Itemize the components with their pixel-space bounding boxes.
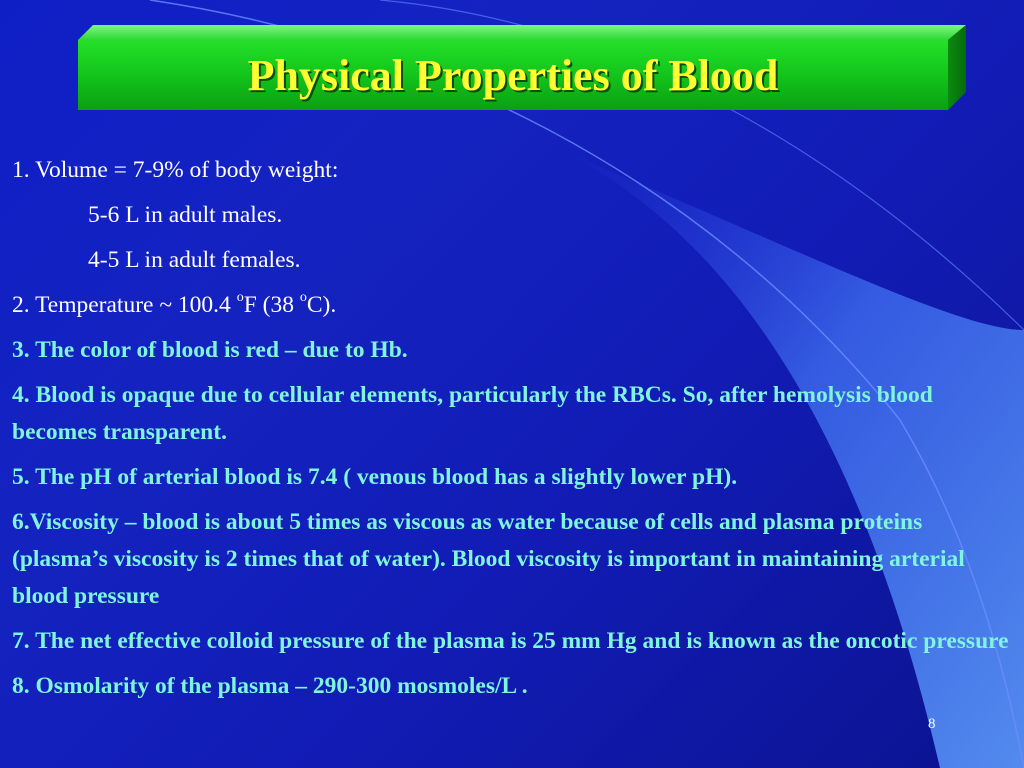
degree-symbol-f: o (236, 290, 244, 305)
temperature-text-a: 2. Temperature ~ 100.4 (12, 292, 237, 318)
list-item-volume: 1. Volume = 7-9% of body weight: (12, 157, 339, 183)
list-item-temperature (12, 287, 1012, 324)
list-item-volume-males: 5-6 L in adult males. (88, 202, 283, 228)
slide-body (12, 152, 1012, 705)
list-item-opacity: 4. Blood is opaque due to cellular elements, particularly the RBCs. So, after hemolysis blood becomes transparent. (12, 382, 933, 445)
temperature-text-c: C). (306, 292, 337, 318)
list-item-volume-females: 4-5 L in adult females. (88, 247, 301, 273)
list-item-viscosity: 6.Viscosity – blood is about 5 times as viscous as water because of cells and plasma proteins (plasma’s viscosity is 2 times that of water). Blood viscosity is important in maintaining arterial blood pressure (12, 509, 965, 609)
list-item-oncotic-pressure: 7. The net effective colloid pressure of the plasma is 25 mm Hg and is known as the oncotic pressure (12, 628, 1009, 654)
temperature-text-b: F (38 (243, 292, 300, 318)
page-number: 8 (928, 716, 936, 732)
list-item-color: 3. The color of blood is red – due to Hb. (12, 337, 408, 363)
degree-symbol-c: o (299, 290, 307, 305)
slide-title: Physical Properties of Blood (247, 50, 779, 100)
title-bar-bevel-top (78, 25, 966, 40)
list-item-ph: 5. The pH of arterial blood is 7.4 ( venous blood has a slightly lower pH). (12, 464, 738, 490)
list-item-osmolarity: 8. Osmolarity of the plasma – 290-300 mosmoles/L . (12, 673, 528, 699)
